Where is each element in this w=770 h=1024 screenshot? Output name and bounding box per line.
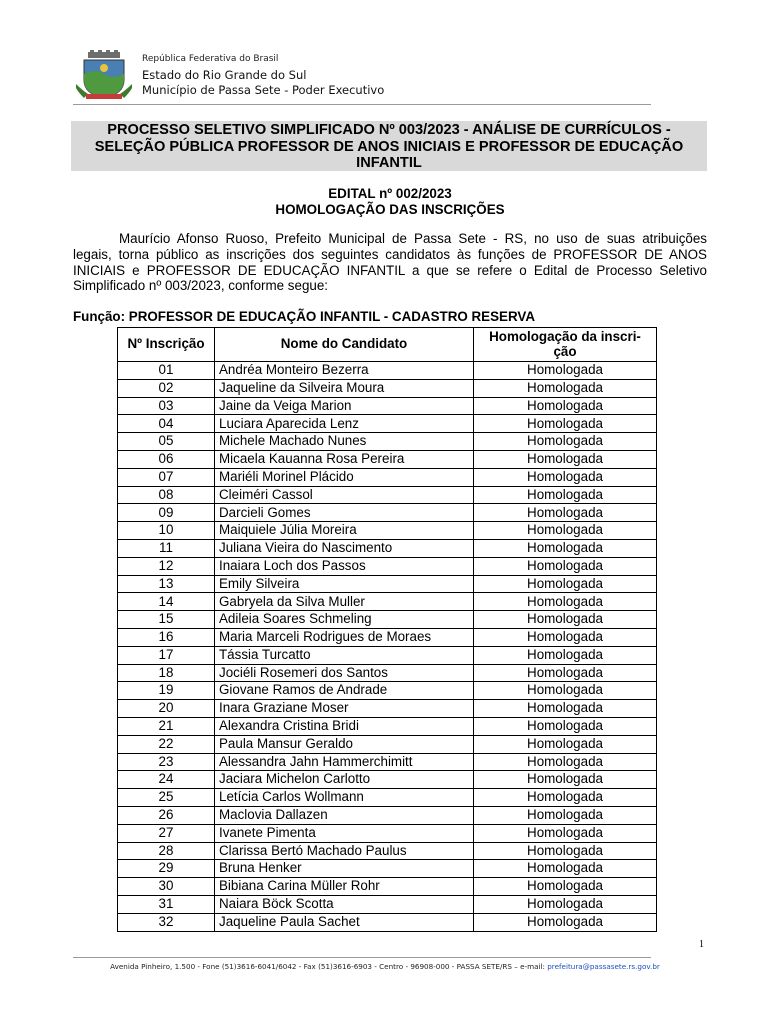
registration-number-cell: 22 (118, 735, 215, 753)
table-row (118, 628, 657, 646)
registration-number-cell: 11 (118, 539, 215, 557)
table-row (118, 450, 657, 468)
candidate-name-cell: Letícia Carlos Wollmann (215, 789, 474, 807)
candidate-name-cell: Alessandra Jahn Hammerchimitt (215, 753, 474, 771)
registration-number-cell: 04 (118, 415, 215, 433)
candidate-name-cell: Juliana Vieira do Nascimento (215, 539, 474, 557)
candidate-name-cell: Darcieli Gomes (215, 504, 474, 522)
registration-number-cell: 27 (118, 824, 215, 842)
candidates-table (117, 327, 657, 932)
candidate-name-cell: Maria Marceli Rodrigues de Moraes (215, 628, 474, 646)
homologation-status-cell: Homologada (474, 646, 657, 664)
registration-number-cell: 07 (118, 468, 215, 486)
homologation-status-cell: Homologada (474, 842, 657, 860)
homologation-status-cell: Homologada (474, 682, 657, 700)
registration-number-cell: 28 (118, 842, 215, 860)
table-row (118, 717, 657, 735)
homologation-status-cell: Homologada (474, 700, 657, 718)
intro-line-1: Maurício Afonso Ruoso, Prefeito Municipal de Passa Sete - RS, no uso de suas atribuições (119, 231, 707, 246)
registration-number-cell: 25 (118, 789, 215, 807)
municipality-line: Município de Passa Sete - Poder Executivo (142, 83, 385, 97)
homologation-status-cell: Homologada (474, 468, 657, 486)
country-line: República Federativa do Brasil (142, 54, 279, 64)
state-line: Estado do Rio Grande do Sul (142, 68, 307, 82)
homologation-status-cell: Homologada (474, 878, 657, 896)
table-row (118, 860, 657, 878)
registration-number-cell: 19 (118, 682, 215, 700)
registration-number-cell: 06 (118, 450, 215, 468)
registration-number-cell: 10 (118, 522, 215, 540)
registration-number-cell: 18 (118, 664, 215, 682)
edital-heading (73, 186, 707, 217)
registration-number-cell: 31 (118, 895, 215, 913)
table-row (118, 806, 657, 824)
table-row (118, 913, 657, 931)
homologation-status-cell: Homologada (474, 611, 657, 629)
registration-number-cell: 02 (118, 379, 215, 397)
footer-address: Avenida Pinheiro, 1.500 - Fone (51)3616-6041/6042 - Fax (51)3616-6903 - Centro - 96908-000 - PASSA SETE/RS – e-mail: (110, 962, 548, 971)
table-row (118, 522, 657, 540)
table-row (118, 379, 657, 397)
homologation-status-cell: Homologada (474, 486, 657, 504)
table-row (118, 504, 657, 522)
table-body (118, 362, 657, 932)
candidate-name-cell: Emily Silveira (215, 575, 474, 593)
table-row (118, 611, 657, 629)
candidate-name-cell: Naiara Böck Scotta (215, 895, 474, 913)
candidate-name-cell: Inaiara Loch dos Passos (215, 557, 474, 575)
homologation-status-cell: Homologada (474, 557, 657, 575)
candidate-name-cell: Ivanete Pimenta (215, 824, 474, 842)
homologation-status-cell: Homologada (474, 433, 657, 451)
registration-number-cell: 08 (118, 486, 215, 504)
table-row (118, 700, 657, 718)
registration-number-cell: 05 (118, 433, 215, 451)
homologation-status-cell: Homologada (474, 415, 657, 433)
table-row (118, 468, 657, 486)
homologation-status-cell: Homologada (474, 824, 657, 842)
footer (0, 962, 770, 971)
registration-number-cell: 09 (118, 504, 215, 522)
homologation-status-cell: Homologada (474, 717, 657, 735)
intro-paragraph (73, 231, 707, 294)
table-row (118, 682, 657, 700)
registration-number-cell: 13 (118, 575, 215, 593)
table-row (118, 646, 657, 664)
table-row (118, 895, 657, 913)
table-row (118, 753, 657, 771)
registration-number-cell: 12 (118, 557, 215, 575)
function-heading: Função: PROFESSOR DE EDUCAÇÃO INFANTIL - CADASTRO RESERVA (73, 309, 536, 324)
candidate-name-cell: Alexandra Cristina Bridi (215, 717, 474, 735)
table-row (118, 397, 657, 415)
table-row (118, 415, 657, 433)
column-header-registration: Nº Inscrição (118, 328, 215, 362)
table-row (118, 486, 657, 504)
edital-number: EDITAL nº 002/2023 (328, 186, 452, 201)
candidate-name-cell: Paula Mansur Geraldo (215, 735, 474, 753)
table-row (118, 433, 657, 451)
registration-number-cell: 32 (118, 913, 215, 931)
candidate-name-cell: Clarissa Bertó Machado Paulus (215, 842, 474, 860)
homologation-status-cell: Homologada (474, 575, 657, 593)
candidate-name-cell: Giovane Ramos de Andrade (215, 682, 474, 700)
candidate-name-cell: Bibiana Carina Müller Rohr (215, 878, 474, 896)
candidate-name-cell: Cleiméri Cassol (215, 486, 474, 504)
intro-line-3: INICIAIS e PROFESSOR DE EDUCAÇÃO INFANTIL a que se refere o Edital de Processo Seletivo (73, 262, 707, 278)
homologation-status-cell: Homologada (474, 397, 657, 415)
footer-email-link[interactable]: prefeitura@passasete.rs.gov.br (547, 962, 660, 971)
table-row (118, 664, 657, 682)
candidate-name-cell: Jaine da Veiga Marion (215, 397, 474, 415)
candidate-name-cell: Jaqueline da Silveira Moura (215, 379, 474, 397)
candidate-name-cell: Michele Machado Nunes (215, 433, 474, 451)
registration-number-cell: 03 (118, 397, 215, 415)
column-header-candidate: Nome do Candidato (215, 328, 474, 362)
homologation-status-cell: Homologada (474, 753, 657, 771)
table-header-row (118, 328, 657, 362)
registration-number-cell: 30 (118, 878, 215, 896)
registration-number-cell: 26 (118, 806, 215, 824)
table-row (118, 735, 657, 753)
candidate-name-cell: Tássia Turcatto (215, 646, 474, 664)
candidate-name-cell: Jociéli Rosemeri dos Santos (215, 664, 474, 682)
candidate-name-cell: Micaela Kauanna Rosa Pereira (215, 450, 474, 468)
homologation-status-cell: Homologada (474, 539, 657, 557)
homologation-status-cell: Homologada (474, 895, 657, 913)
homologation-status-cell: Homologada (474, 735, 657, 753)
homologation-status-cell: Homologada (474, 860, 657, 878)
registration-number-cell: 29 (118, 860, 215, 878)
table-row (118, 557, 657, 575)
homologation-status-cell: Homologada (474, 806, 657, 824)
candidate-name-cell: Inara Graziane Moser (215, 700, 474, 718)
letterhead (76, 50, 676, 102)
registration-number-cell: 21 (118, 717, 215, 735)
footer-divider (73, 957, 651, 958)
title-line-3: INFANTIL (356, 155, 422, 171)
table-row (118, 824, 657, 842)
municipal-coat-of-arms-icon (76, 50, 132, 100)
candidate-name-cell: Mariéli Morinel Plácido (215, 468, 474, 486)
candidate-name-cell: Luciara Aparecida Lenz (215, 415, 474, 433)
table-row (118, 789, 657, 807)
table-row (118, 842, 657, 860)
homologation-status-cell: Homologada (474, 504, 657, 522)
intro-line-2: legais, torna público as inscrições dos seguintes candidatos às funções de PROFESSOR DE ANOS (73, 246, 707, 262)
table-row (118, 362, 657, 380)
edital-subject: HOMOLOGAÇÃO DAS INSCRIÇÕES (275, 201, 505, 217)
column-header-homologation: Homologação da inscri- ção (474, 328, 657, 362)
registration-number-cell: 24 (118, 771, 215, 789)
table-row (118, 539, 657, 557)
homologation-status-cell: Homologada (474, 522, 657, 540)
registration-number-cell: 15 (118, 611, 215, 629)
candidate-name-cell: Jaciara Michelon Carlotto (215, 771, 474, 789)
registration-number-cell: 17 (118, 646, 215, 664)
title-line-1: PROCESSO SELETIVO SIMPLIFICADO Nº 003/2023 - ANÁLISE DE CURRÍCULOS - (107, 122, 671, 138)
homologation-status-cell: Homologada (474, 450, 657, 468)
table-row (118, 771, 657, 789)
title-line-2: SELEÇÃO PÚBLICA PROFESSOR DE ANOS INICIAIS E PROFESSOR DE EDUCAÇÃO (94, 138, 684, 155)
document-title-box (71, 121, 707, 171)
candidate-name-cell: Adileia Soares Schmeling (215, 611, 474, 629)
homologation-status-cell: Homologada (474, 628, 657, 646)
candidate-name-cell: Gabryela da Silva Muller (215, 593, 474, 611)
homologation-status-cell: Homologada (474, 664, 657, 682)
candidate-name-cell: Maiquiele Júlia Moreira (215, 522, 474, 540)
table-row (118, 575, 657, 593)
registration-number-cell: 01 (118, 362, 215, 380)
candidate-name-cell: Maclovia Dallazen (215, 806, 474, 824)
homologation-status-cell: Homologada (474, 379, 657, 397)
candidate-name-cell: Jaqueline Paula Sachet (215, 913, 474, 931)
registration-number-cell: 20 (118, 700, 215, 718)
registration-number-cell: 14 (118, 593, 215, 611)
homologation-status-cell: Homologada (474, 789, 657, 807)
page-number: 1 (699, 939, 704, 950)
homologation-status-cell: Homologada (474, 913, 657, 931)
intro-line-4: Simplificado nº 003/2023, conforme segue: (73, 278, 329, 294)
candidate-name-cell: Bruna Henker (215, 860, 474, 878)
registration-number-cell: 23 (118, 753, 215, 771)
registration-number-cell: 16 (118, 628, 215, 646)
homologation-status-cell: Homologada (474, 593, 657, 611)
homologation-status-cell: Homologada (474, 362, 657, 380)
homologation-status-cell: Homologada (474, 771, 657, 789)
candidate-name-cell: Andréa Monteiro Bezerra (215, 362, 474, 380)
header-divider (73, 104, 651, 105)
table-row (118, 878, 657, 896)
table-row (118, 593, 657, 611)
